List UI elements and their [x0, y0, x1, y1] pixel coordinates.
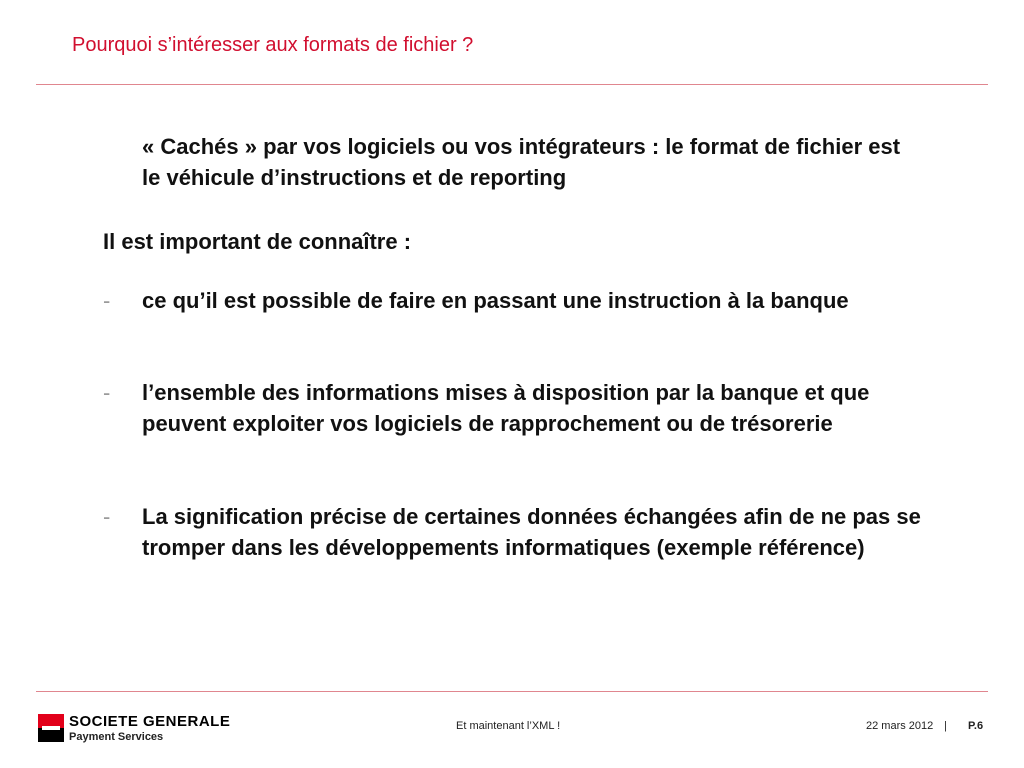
bullet-marker: - — [103, 380, 111, 405]
footer-divider — [36, 691, 988, 692]
footer-caption: Et maintenant l’XML ! — [456, 720, 561, 732]
bullet-marker: - — [103, 288, 111, 313]
bullet-text: ce qu’il est possible de faire en passant une instruction à la banque — [142, 288, 849, 313]
footer-date: 22 mars 2012 — [866, 720, 934, 732]
bullet-text: l’ensemble des informations mises à disposition par la banque et que peuvent exploiter vos logiciels de rapprochement ou de trésorerie — [142, 380, 870, 436]
footer-separator: | — [944, 720, 947, 732]
page-number: P.6 — [968, 720, 984, 732]
logo-name: SOCIETE GENERALE — [69, 713, 231, 730]
slide-title: Pourquoi s’intéresser aux formats de fichier ? — [72, 34, 474, 56]
societe-generale-logo — [38, 714, 278, 746]
bullet-text: La signification précise de certaines données échangées afin de ne pas se tromper dans les développements informatiques (exemple référence) — [142, 504, 921, 560]
logo-subtitle: Payment Services — [69, 731, 164, 743]
intro-paragraph: « Cachés » par vos logiciels ou vos intégrateurs : le format de fichier est le véhicule d’instructions et de reporting — [142, 134, 901, 190]
bullet-marker: - — [103, 504, 111, 529]
lead-paragraph: Il est important de connaître : — [103, 229, 412, 254]
title-divider — [36, 84, 988, 85]
logo-mark-icon — [38, 714, 64, 742]
